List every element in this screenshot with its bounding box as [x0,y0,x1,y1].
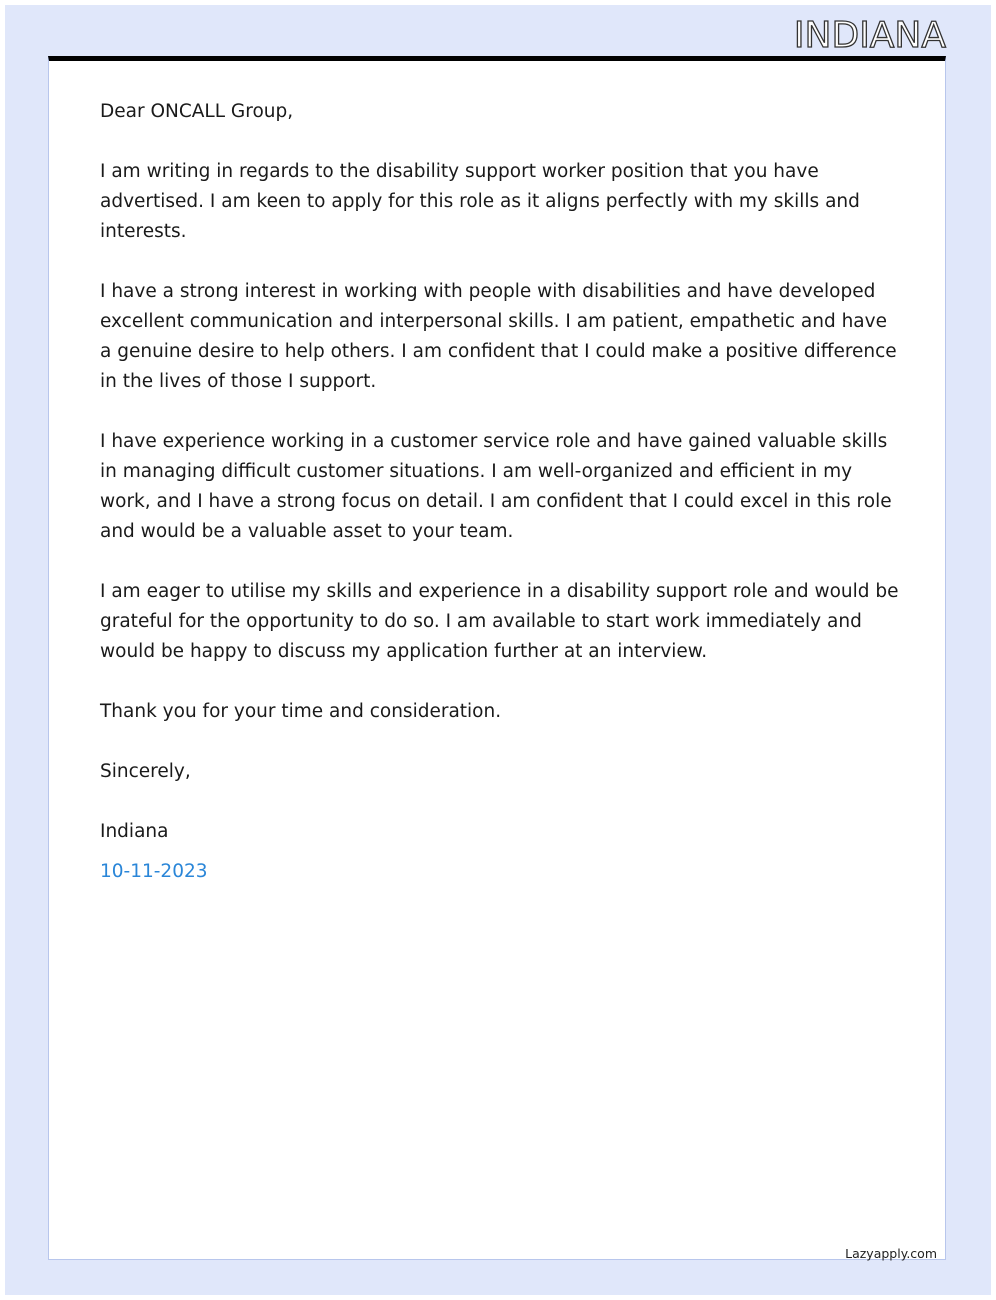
salutation: Dear ONCALL Group, [100,101,294,122]
paragraph-4: I am eager to utilise my skills and experience in a disability support role and would be grateful for the opportunity to do so. I am available to start work immediately and would be happy to discuss my application further at an interview. [100,581,899,662]
paragraph-3: I have experience working in a customer service role and have gained valuable skills in managing difficult customer situations. I am well-organized and efficient in my work, and I have a strong focus on detail. I am confident that I could excel in this role and would be a valuable asset to your team. [100,431,892,542]
signature-name: Indiana [100,821,169,842]
letter-body [100,97,900,917]
header-name: INDIANA [793,15,946,56]
letter-date: 10-11-2023 [100,861,208,882]
paragraph-1: I am writing in regards to the disability support worker position that you have advertised. I am keen to apply for this role as it aligns perfectly with my skills and interests. [100,161,860,242]
closing: Sincerely, [100,761,191,782]
thanks-line: Thank you for your time and consideration. [100,701,502,722]
paragraph-2: I have a strong interest in working with people with disabilities and have developed excellent communication and interpersonal skills. I am patient, empathetic and have a genuine desire to help others. I am confident that I could make a positive difference in the lives of those I support. [100,281,897,392]
footer-brand: Lazyapply.com [845,1246,937,1261]
